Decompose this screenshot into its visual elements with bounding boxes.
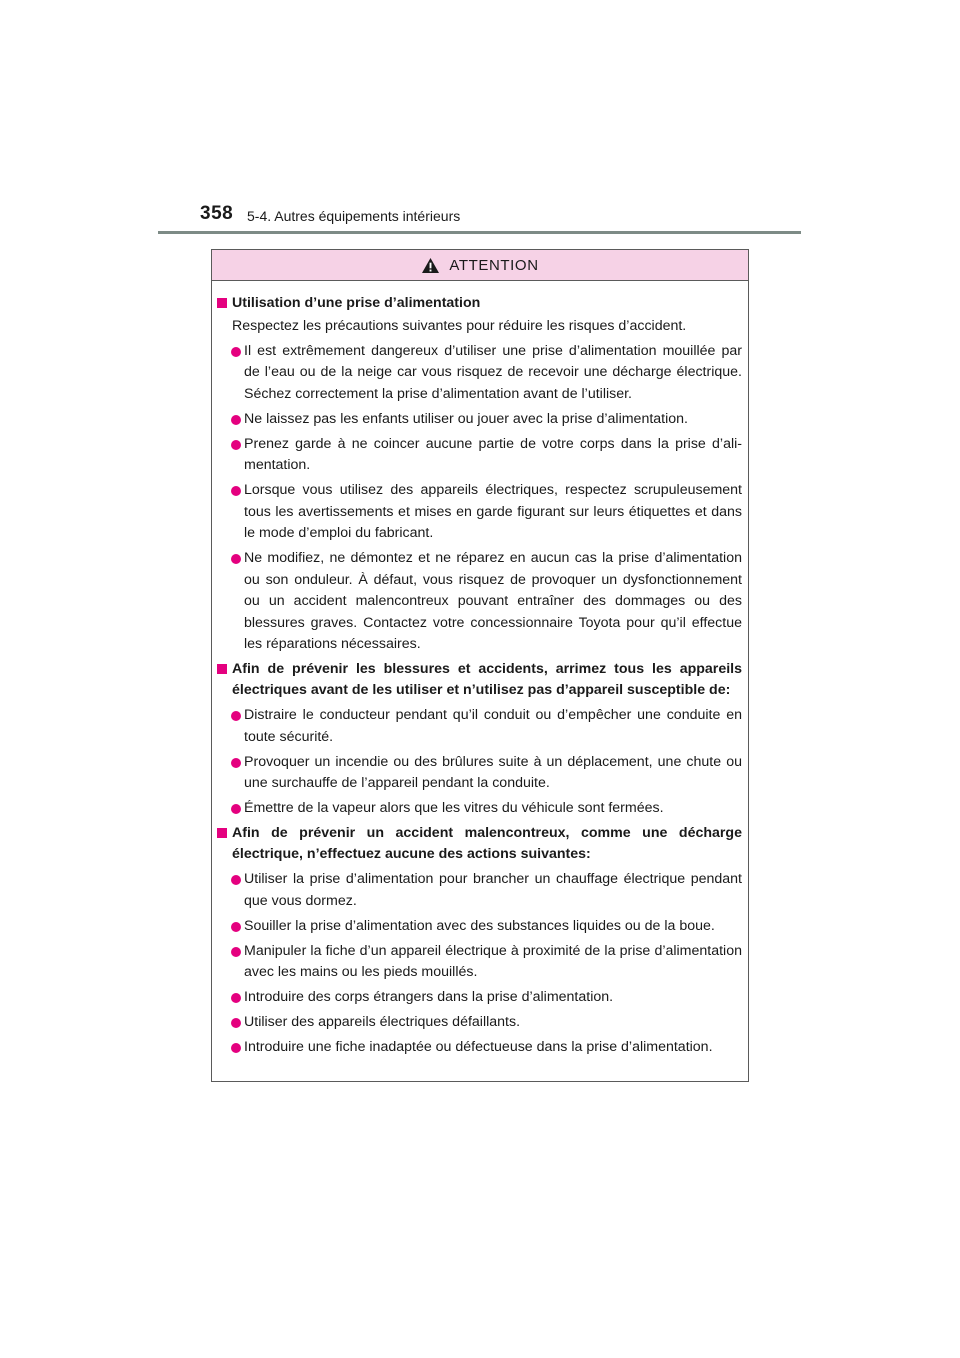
- round-bullet-icon: [231, 711, 241, 721]
- section-title: 5-4. Autres équipements intérieurs: [247, 208, 461, 224]
- round-bullet-icon: [231, 440, 241, 450]
- warning-box: [211, 249, 749, 1082]
- section-heading: [217, 823, 742, 866]
- warning-label: ATTENTION: [449, 256, 539, 274]
- list-item: [217, 434, 742, 477]
- list-item-text: Émettre de la vapeur alors que les vitres du véhicule sont fermées.: [244, 800, 664, 816]
- list-item: [217, 480, 742, 545]
- section-heading: [217, 293, 742, 315]
- list-item: [217, 798, 742, 820]
- list-item-text: Manipuler la fiche d’un appareil électrique à proximité de la prise d’alimentation avec les mains ou les pieds mouillés.: [244, 942, 742, 980]
- list-item: [217, 1012, 742, 1034]
- round-bullet-icon: [231, 922, 241, 932]
- round-bullet-icon: [231, 415, 241, 425]
- list-item-text: Provoquer un incendie ou des brûlures suite à un déplacement, une chute ou une surchauffe de l’appareil pendant la conduite.: [244, 753, 742, 791]
- round-bullet-icon: [231, 347, 241, 357]
- page-number: 358: [200, 203, 234, 224]
- list-item-text: Lorsque vous utilisez des appareils électriques, respectez scrupuleusement tous les avertissements et mises en garde figurant sur leurs étiquettes et dans le mode d’emploi du fabricant.: [244, 482, 742, 541]
- warning-content: [212, 281, 748, 1059]
- round-bullet-icon: [231, 947, 241, 957]
- list-item-text: Distraire le conducteur pendant qu’il conduit ou d’empêcher une conduite en toute sécurité.: [244, 707, 742, 745]
- warning-header: [212, 250, 748, 281]
- square-bullet-icon: [217, 828, 227, 838]
- round-bullet-icon: [231, 993, 241, 1003]
- header-divider: [158, 231, 801, 234]
- list-item-text: Ne modifiez, ne démontez et ne réparez en aucun cas la prise d’alimentation ou son onduleur. À défaut, vous risquez de provoquer un dysfonctionnement ou un accident malencontreux pouvant entraîner des dommages ou des blessures graves. Contactez votre concessionnaire Toyota pour qu’il effectue les réparations nécessaires.: [244, 550, 742, 652]
- round-bullet-icon: [231, 554, 241, 564]
- round-bullet-icon: [231, 804, 241, 814]
- list-item: [217, 752, 742, 795]
- list-item: [217, 941, 742, 984]
- list-item: [217, 548, 742, 656]
- list-item-text: Utiliser la prise d’alimentation pour brancher un chauffage électrique pendant que vous dormez.: [244, 871, 742, 909]
- section-heading: [217, 659, 742, 702]
- section-heading-text: Afin de prévenir un accident malencontreux, comme une décharge électrique, n’effectuez aucune des actions suivantes:: [232, 824, 742, 862]
- list-item: [217, 409, 742, 431]
- list-item: [217, 987, 742, 1009]
- round-bullet-icon: [231, 486, 241, 496]
- section-intro: Respectez les précautions suivantes pour réduire les risques d’accident.: [232, 317, 687, 334]
- list-item-text: Introduire une fiche inadaptée ou défectueuse dans la prise d’alimentation.: [244, 1039, 713, 1055]
- round-bullet-icon: [231, 1043, 241, 1053]
- list-item-text: Prenez garde à ne coincer aucune partie de votre corps dans la prise d’alimentation.: [244, 435, 742, 473]
- round-bullet-icon: [231, 758, 241, 768]
- round-bullet-icon: [231, 1018, 241, 1028]
- list-item-text: Utiliser des appareils électriques défaillants.: [244, 1014, 521, 1030]
- warning-triangle-icon: [421, 257, 440, 274]
- list-item: [217, 869, 742, 912]
- section-heading-text: Utilisation d’une prise d’alimentation: [232, 295, 481, 311]
- list-item-text: Il est extrêmement dangereux d’utiliser une prise d’alimentation mouillée par de l’eau ou de la neige car vous risquez de recevoir une décharge électrique. Séchez correctement la prise d’alimentation avant de l’utiliser.: [244, 342, 742, 402]
- page-header: [0, 0, 960, 240]
- list-item: [217, 705, 742, 748]
- square-bullet-icon: [217, 664, 227, 674]
- list-item-text: Souiller la prise d’alimentation avec des substances liquides ou de la boue.: [244, 917, 715, 934]
- list-item-text: Ne laissez pas les enfants utiliser ou jouer avec la prise d’alimentation.: [244, 410, 688, 427]
- list-item-text: Introduire des corps étrangers dans la prise d’alimentation.: [244, 989, 614, 1005]
- square-bullet-icon: [217, 298, 227, 308]
- list-item: [217, 916, 742, 938]
- round-bullet-icon: [231, 875, 241, 885]
- list-item: [217, 1037, 742, 1059]
- list-item: [217, 341, 742, 406]
- section-heading-text: Afin de prévenir les blessures et accidents, arrimez tous les appareils électriques avant de les utiliser et n’utilisez pas d’appareil susceptible de:: [232, 660, 742, 698]
